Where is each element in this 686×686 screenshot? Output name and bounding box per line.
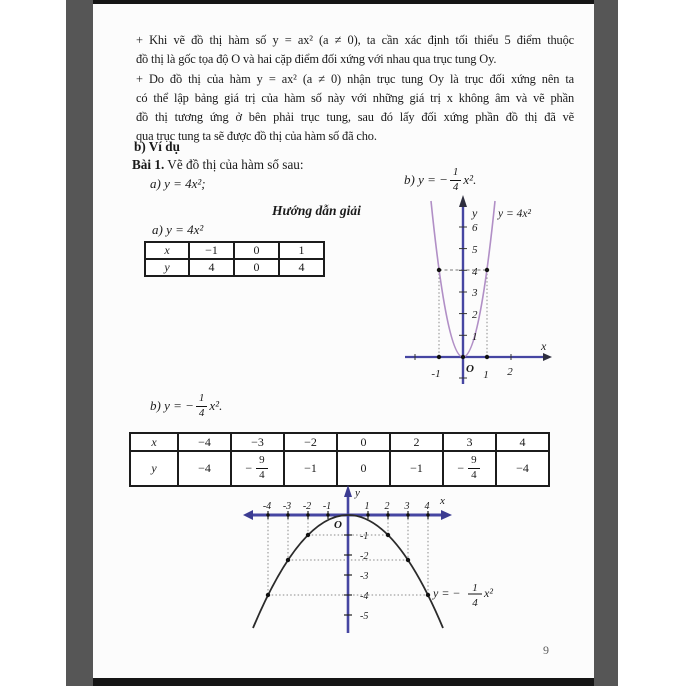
x-axis-label: x xyxy=(440,495,445,507)
graph-parabola-neg-quarter-x2 xyxy=(230,483,500,643)
table-row xyxy=(145,242,324,259)
table-cell: −4 xyxy=(496,451,549,486)
tick-label: -4 xyxy=(262,501,272,512)
tick-label: 6 xyxy=(472,222,478,234)
table-cell: −1 xyxy=(284,451,337,486)
curve-label xyxy=(432,582,493,609)
tick-label: -2 xyxy=(302,501,312,512)
table-cell: −1 xyxy=(390,451,443,486)
table-cell: −4 xyxy=(178,451,231,486)
table-cell: 4 xyxy=(496,433,549,451)
text-line: có thể lập bảng giá trị của hàm số này với những giá trị x không âm và vẽ phần xyxy=(136,91,574,105)
axes xyxy=(405,195,552,384)
x-axis-label: x xyxy=(541,339,547,353)
table-cell: y xyxy=(130,451,178,486)
equation-prefix: b) y = − xyxy=(404,172,448,188)
tick-label: 2 xyxy=(507,366,513,378)
x-tick-labels xyxy=(431,363,513,381)
fraction-denominator: 4 xyxy=(471,469,477,481)
graph-parabola-4x2 xyxy=(398,193,558,393)
table-cell: −4 xyxy=(178,433,231,451)
curve-label-prefix: y = − xyxy=(433,586,461,600)
photo-left-margin xyxy=(66,0,93,686)
fraction-denominator: 4 xyxy=(198,406,205,419)
theory-paragraph-1 xyxy=(136,31,574,69)
equation-prefix: b) y = − xyxy=(150,398,194,414)
fraction-numerator: 1 xyxy=(196,393,208,407)
tick-label: -1 xyxy=(360,531,369,542)
table-cell: x xyxy=(130,433,178,451)
curve-label-suffix: x² xyxy=(484,586,493,600)
table-cell: −3 xyxy=(231,433,284,451)
photo-right-margin xyxy=(594,0,618,686)
fraction xyxy=(256,455,268,481)
tick-label: 1 xyxy=(364,501,370,512)
fraction xyxy=(450,167,462,193)
y-axis-arrow-icon xyxy=(344,485,352,497)
fraction-numerator: 1 xyxy=(450,167,462,181)
curve-label: y = 4x² xyxy=(498,208,531,220)
origin-label: O xyxy=(466,363,474,375)
text-line: đồ thị tương ứng ở bên phải trục tung, sau đó lấy đối xứng phần đồ thị đã vẽ xyxy=(136,110,574,124)
table-cell: 2 xyxy=(390,433,443,451)
table-cell: 3 xyxy=(443,433,496,451)
x-tick-labels xyxy=(263,501,430,512)
y-axis-label: y xyxy=(355,487,360,499)
tick-label: 2 xyxy=(472,309,478,321)
tick-label: 3 xyxy=(472,287,478,299)
equation-part-a: a) y = 4x²; xyxy=(150,176,206,191)
table-row xyxy=(130,451,549,486)
fraction xyxy=(196,393,208,419)
table-cell xyxy=(231,451,284,486)
tick-label: 5 xyxy=(472,244,478,256)
table-cell: 0 xyxy=(337,433,390,451)
tick-label: -5 xyxy=(360,611,369,622)
fraction-denominator: 4 xyxy=(452,180,459,193)
text-line: + Khi vẽ đồ thị hàm số y = ax² (a ≠ 0), ta cần xác định tối thiểu 5 điểm thuộc xyxy=(136,33,574,47)
text-line: qua trục tung ta sẽ được đồ thị của hàm số đã cho. xyxy=(136,129,377,143)
fraction xyxy=(468,455,480,481)
tick-label: 2 xyxy=(384,501,390,512)
theory-paragraph-2 xyxy=(136,70,574,146)
table-cell: −1 xyxy=(189,242,234,259)
equation-suffix: x². xyxy=(463,172,477,188)
table-row xyxy=(130,433,549,451)
exercise-text: Vẽ đồ thị của hàm số sau: xyxy=(164,157,304,172)
fraction-sign: − xyxy=(245,461,253,475)
fraction-numerator: 9 xyxy=(256,455,268,469)
text-line: đồ thị là gốc tọa độ O và hai cặp điểm đối xứng với nhau qua trục tung Oy. xyxy=(136,52,497,66)
tick-label: 3 xyxy=(404,501,410,512)
table-row xyxy=(145,259,324,276)
table-cell: 4 xyxy=(279,259,324,276)
tick-label: -1 xyxy=(431,368,441,380)
y-axis-label: y xyxy=(472,206,478,220)
y-tick-labels xyxy=(360,531,368,622)
tick-label: 4 xyxy=(472,266,478,278)
fraction-denominator: 4 xyxy=(472,597,478,609)
table-cell xyxy=(443,451,496,486)
table-cell: 1 xyxy=(279,242,324,259)
table-cell: 0 xyxy=(234,259,279,276)
page-number: 9 xyxy=(543,643,549,657)
table-cell: −2 xyxy=(284,433,337,451)
tick-label: 1 xyxy=(472,331,478,343)
y-axis-arrow-icon xyxy=(459,195,467,207)
x-axis-left-arrow-icon xyxy=(243,510,253,520)
table-cell: 0 xyxy=(234,242,279,259)
solution-part-b-label xyxy=(150,393,222,419)
exercise-label: Bài 1. xyxy=(132,157,165,172)
tick-label: 1 xyxy=(483,369,489,381)
x-axis-arrow-icon xyxy=(543,353,552,361)
fraction-sign: − xyxy=(457,461,465,475)
table-cell: 0 xyxy=(337,451,390,486)
example-heading: b) Ví dụ xyxy=(134,139,180,154)
axes xyxy=(243,485,452,633)
x-axis-arrow-icon xyxy=(441,510,452,520)
solution-heading: Hướng dẫn giải xyxy=(272,203,361,218)
fraction-denominator: 4 xyxy=(259,469,265,481)
table-cell: y xyxy=(145,259,189,276)
fraction-numerator: 1 xyxy=(472,582,478,594)
tick-label: -2 xyxy=(360,551,369,562)
tick-label: -4 xyxy=(360,591,369,602)
fraction-numerator: 9 xyxy=(468,455,480,469)
equation-part-b xyxy=(404,167,476,193)
exercise-line xyxy=(132,157,304,173)
table-cell: x xyxy=(145,242,189,259)
tick-label: -1 xyxy=(322,501,332,512)
solution-part-a-label: a) y = 4x² xyxy=(152,222,204,237)
tick-label: -3 xyxy=(282,501,292,512)
tick-label: 4 xyxy=(424,501,430,512)
value-table-a xyxy=(144,241,325,277)
text-line: + Do đồ thị của hàm y = ax² (a ≠ 0) nhận trục tung Oy là trục đối xứng nên ta xyxy=(136,72,574,86)
value-table-b xyxy=(129,432,550,487)
equation-suffix: x². xyxy=(209,398,223,414)
tick-label: -3 xyxy=(360,571,369,582)
table-cell: 4 xyxy=(189,259,234,276)
origin-label: O xyxy=(334,519,342,531)
